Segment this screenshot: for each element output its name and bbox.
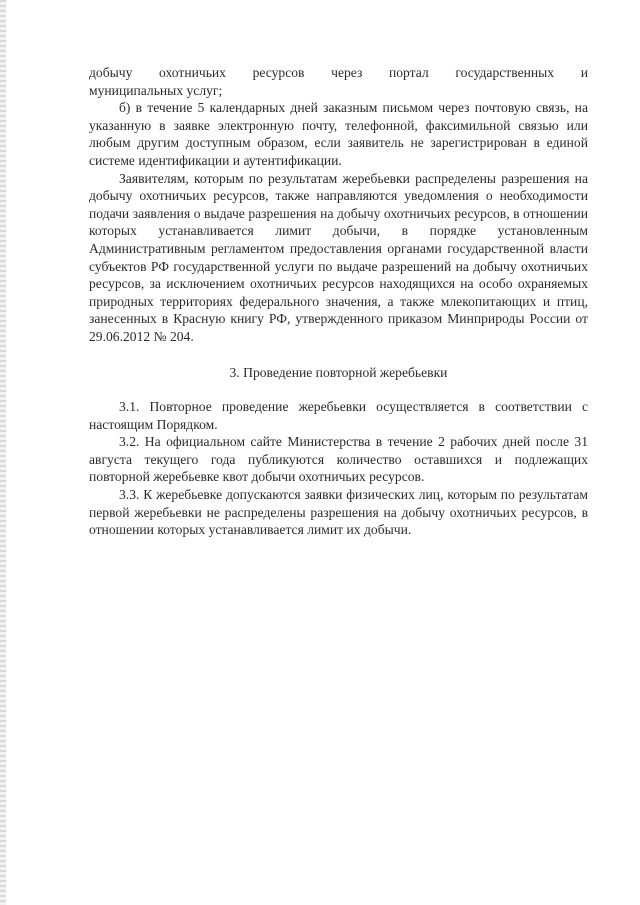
paragraph-3-3: 3.3. К жеребьевке допускаются заявки физических лиц, которым по результатам первой жеребьевки не распределены разрешения на добычу охотничьих ресурсов, в отношении которых устанавливается лимит их добычи. [89,487,588,538]
scan-edge-border [0,0,6,905]
section-heading: 3. Проведение повторной жеребьевки [229,364,448,380]
document-body [89,64,588,539]
paragraph-3-2: 3.2. На официальном сайте Министерства в течение 2 рабочих дней после 31 августа текущего года публикуются количество оставшихся и подлежащих повторной жеребьевке квот добычи охотничьих ресурсов. [89,434,588,485]
paragraph-3-1: 3.1. Повторное проведение жеребьевки осуществляется в соответствии с настоящим Порядком. [89,399,588,432]
paragraph-applicants-notice: Заявителям, которым по результатам жеребьевки распределены разрешения на добычу охотничьих ресурсов, также направляются уведомления о необходимости подачи заявления о выдаче разрешения на добычу охотничьих ресурсов, в отношении которых устанавливается лимит добычи, в порядке установленным Административным регламентом предоставления органами государственной власти субъектов РФ государственной услуги по выдаче разрешений на добычу охотничьих ресурсов, за исключением охотничьих ресурсов находящихся на особо охраняемых природных территориях федерального значения, а также млекопитающих и птиц, занесенных в Красную книгу РФ, утвержденного приказом Минприроды России от 29.06.2012 № 204. [89,170,588,344]
paragraph-continuation-end: муниципальных услуг; [89,82,223,98]
paragraph-item-b: б) в течение 5 календарных дней заказным письмом через почтовую связь, на указанную в заявке электронную почту, телефонной, факсимильной связью или любым другим доступным образом, если заявитель не зарегистрирован в единой системе идентификации и аутентификации. [89,100,588,168]
paragraph-continuation-line: добычу охотничьих ресурсов через портал государственных и [89,65,588,80]
